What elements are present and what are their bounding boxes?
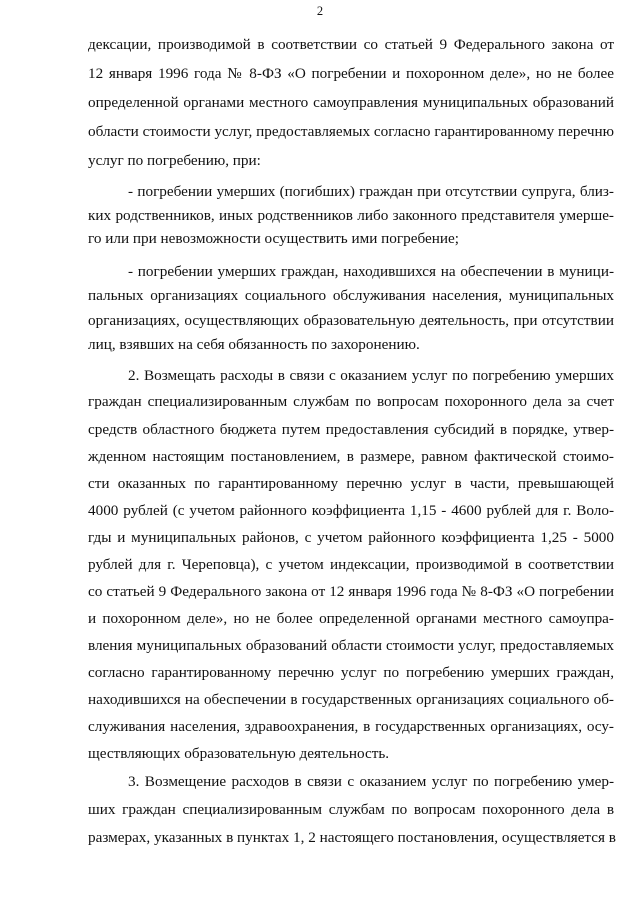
text-line: вления муниципальных образований области стоимости услуг, предоставляемых bbox=[88, 637, 614, 654]
text-line: служивания населения, здравоохранения, в государственных организациях, осу- bbox=[88, 718, 614, 735]
text-line: со статьей 9 Федерального закона от 12 января 1996 года № 8-ФЗ «О погребении bbox=[88, 583, 614, 600]
text-line: 4000 рублей (с учетом районного коэффициента 1,15 - 4600 рублей для г. Воло- bbox=[88, 502, 614, 519]
text-line: ших граждан специализированным службам по вопросам похоронного дела в bbox=[88, 801, 614, 818]
page-number: 2 bbox=[316, 4, 324, 18]
text-line: жденном настоящим постановлением, в размере, равном фактической стоимо- bbox=[88, 448, 614, 465]
text-line: сти оказанных по гарантированному перечню услуг в части, превышающей bbox=[88, 475, 614, 492]
text-line: пальных организациях социального обслуживания населения, муниципальных bbox=[88, 287, 614, 304]
text-line: организациях, осуществляющих образовательную деятельность, при отсутствии bbox=[88, 312, 614, 329]
text-line: услуг по погребению, при: bbox=[88, 152, 261, 169]
text-line: размерах, указанных в пунктах 1, 2 настоящего постановления, осуществляется в bbox=[88, 829, 616, 846]
text-line: - погребении умерших (погибших) граждан при отсутствии супруга, близ- bbox=[128, 183, 614, 200]
text-line: 12 января 1996 года № 8-ФЗ «О погребении и похоронном деле», но не более bbox=[88, 65, 614, 82]
text-line: согласно гарантированному перечню услуг по погребению умерших граждан, bbox=[88, 664, 614, 681]
text-line: 3. Возмещение расходов в связи с оказанием услуг по погребению умер- bbox=[128, 773, 614, 790]
text-line: находившихся на обеспечении в государственных организациях социального об- bbox=[88, 691, 614, 708]
text-line: ких родственников, иных родственников либо законного представителя умерше- bbox=[88, 207, 614, 224]
text-line: гды и муниципальных районов, с учетом районного коэффициента 1,25 - 5000 bbox=[88, 529, 614, 546]
text-line: 2. Возмещать расходы в связи с оказанием услуг по погребению умерших bbox=[128, 367, 614, 384]
text-line: - погребении умерших граждан, находившихся на обеспечении в муници- bbox=[128, 263, 614, 280]
text-line: лиц, взявших на себя обязанность по захоронению. bbox=[88, 336, 420, 353]
text-line: граждан специализированным службам по вопросам похоронного дела за счет bbox=[88, 393, 614, 410]
text-line: области стоимости услуг, предоставляемых согласно гарантированному перечню bbox=[88, 123, 614, 140]
text-line: и похоронном деле», но не более определенной органами местного самоупра- bbox=[88, 610, 614, 627]
text-line: го или при невозможности осуществить ими погребение; bbox=[88, 230, 459, 247]
text-line: рублей для г. Череповца), с учетом индексации, производимой в соответствии bbox=[88, 556, 614, 573]
text-line: средств областного бюджета путем предоставления субсидий в порядке, утвер- bbox=[88, 421, 614, 438]
text-line: определенной органами местного самоуправления муниципальных образований bbox=[88, 94, 614, 111]
text-line: ществляющих образовательную деятельность. bbox=[88, 745, 390, 762]
text-line: дексации, производимой в соответствии со статьей 9 Федерального закона от bbox=[88, 36, 614, 53]
